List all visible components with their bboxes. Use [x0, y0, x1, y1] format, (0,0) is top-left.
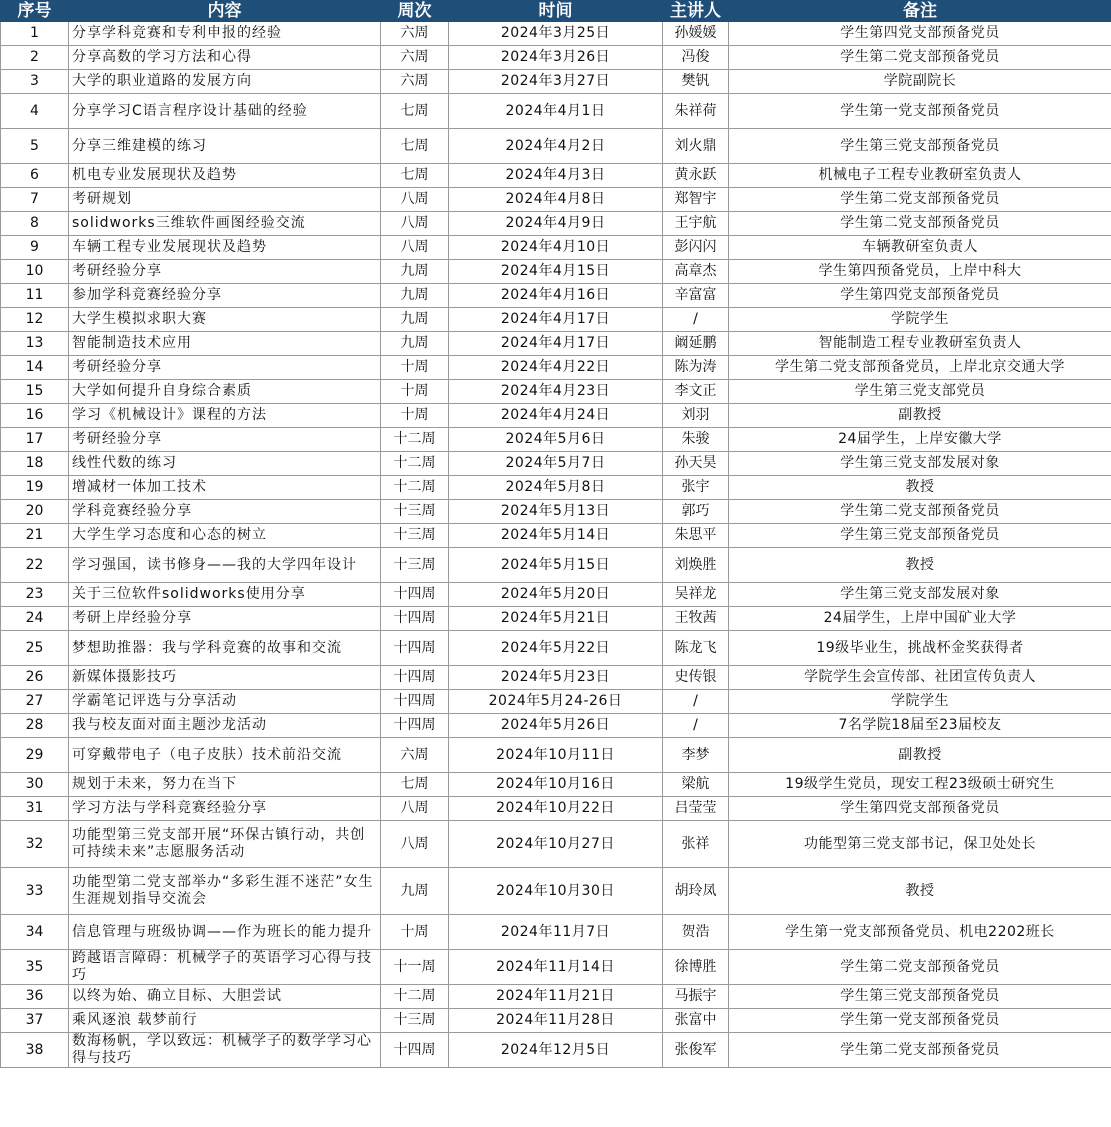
table-row: [1, 797, 1111, 821]
cell-content: 车辆工程专业发展现状及趋势: [69, 236, 381, 260]
table-row: [1, 308, 1111, 332]
cell-note: 车辆教研室负责人: [729, 236, 1111, 260]
cell-number: 19: [1, 476, 69, 500]
cell-date: 2024年4月23日: [449, 380, 663, 404]
cell-number: 26: [1, 666, 69, 690]
cell-number: 7: [1, 188, 69, 212]
cell-week: 十三周: [381, 524, 449, 548]
cell-date: 2024年4月1日: [449, 94, 663, 129]
cell-content: 考研经验分享: [69, 428, 381, 452]
table-row: [1, 404, 1111, 428]
cell-note: 学生第三党支部党员: [729, 380, 1111, 404]
cell-date: 2024年3月26日: [449, 46, 663, 70]
cell-content: 跨越语言障碍：机械学子的英语学习心得与技巧: [69, 950, 381, 985]
cell-speaker: 王牧茜: [663, 607, 729, 631]
table-row: [1, 284, 1111, 308]
table-row: [1, 773, 1111, 797]
cell-week: 十四周: [381, 583, 449, 607]
cell-number: 14: [1, 356, 69, 380]
cell-speaker: 李梦: [663, 738, 729, 773]
table-row: [1, 428, 1111, 452]
cell-speaker: 吴祥龙: [663, 583, 729, 607]
cell-content: 乘风逐浪 载梦前行: [69, 1009, 381, 1033]
cell-speaker: 贺浩: [663, 915, 729, 950]
cell-speaker: 朱骏: [663, 428, 729, 452]
cell-note: 学院副院长: [729, 70, 1111, 94]
cell-date: 2024年5月15日: [449, 548, 663, 583]
table-row: [1, 212, 1111, 236]
cell-date: 2024年4月16日: [449, 284, 663, 308]
table-row: [1, 236, 1111, 260]
cell-week: 九周: [381, 260, 449, 284]
cell-speaker: 史传银: [663, 666, 729, 690]
cell-speaker: 陈龙飞: [663, 631, 729, 666]
cell-week: 十四周: [381, 607, 449, 631]
cell-date: 2024年5月22日: [449, 631, 663, 666]
cell-number: 4: [1, 94, 69, 129]
header-week: 周次: [381, 1, 449, 22]
table-row: [1, 476, 1111, 500]
cell-date: 2024年4月8日: [449, 188, 663, 212]
cell-number: 11: [1, 284, 69, 308]
cell-speaker: 郭巧: [663, 500, 729, 524]
cell-note: 学生第三党支部发展对象: [729, 583, 1111, 607]
cell-note: 机械电子工程专业教研室负责人: [729, 164, 1111, 188]
cell-week: 十四周: [381, 666, 449, 690]
cell-content: 考研经验分享: [69, 260, 381, 284]
cell-speaker: /: [663, 308, 729, 332]
cell-note: 学生第二党支部预备党员，上岸北京交通大学: [729, 356, 1111, 380]
table-row: [1, 985, 1111, 1009]
cell-date: 2024年10月30日: [449, 868, 663, 915]
cell-note: 学生第一党支部预备党员: [729, 94, 1111, 129]
table-row: [1, 583, 1111, 607]
cell-content: 信息管理与班级协调——作为班长的能力提升: [69, 915, 381, 950]
table-row: [1, 915, 1111, 950]
cell-week: 七周: [381, 773, 449, 797]
table-row: [1, 548, 1111, 583]
cell-date: 2024年4月10日: [449, 236, 663, 260]
cell-number: 13: [1, 332, 69, 356]
cell-date: 2024年5月24-26日: [449, 690, 663, 714]
table-row: [1, 46, 1111, 70]
cell-number: 34: [1, 915, 69, 950]
cell-content: 新媒体摄影技巧: [69, 666, 381, 690]
header-date: 时间: [449, 1, 663, 22]
cell-content: 考研经验分享: [69, 356, 381, 380]
table-row: [1, 70, 1111, 94]
cell-date: 2024年5月21日: [449, 607, 663, 631]
cell-speaker: 孙天昊: [663, 452, 729, 476]
cell-week: 九周: [381, 308, 449, 332]
cell-number: 24: [1, 607, 69, 631]
cell-content: 大学如何提升自身综合素质: [69, 380, 381, 404]
header-note: 备注: [729, 1, 1111, 22]
cell-note: 19级学生党员，现安工程23级硕士研究生: [729, 773, 1111, 797]
table-row: [1, 260, 1111, 284]
table-row: [1, 94, 1111, 129]
cell-note: 24届学生，上岸安徽大学: [729, 428, 1111, 452]
cell-speaker: 黄永跃: [663, 164, 729, 188]
cell-week: 十三周: [381, 1009, 449, 1033]
cell-content: 大学生学习态度和心态的树立: [69, 524, 381, 548]
cell-content: 学习强国，读书修身——我的大学四年设计: [69, 548, 381, 583]
cell-week: 八周: [381, 797, 449, 821]
table-row: [1, 524, 1111, 548]
cell-date: 2024年11月7日: [449, 915, 663, 950]
cell-number: 25: [1, 631, 69, 666]
table-row: [1, 631, 1111, 666]
cell-week: 十三周: [381, 548, 449, 583]
table-row: [1, 607, 1111, 631]
cell-speaker: 张祥: [663, 821, 729, 868]
cell-content: 学霸笔记评选与分享活动: [69, 690, 381, 714]
cell-speaker: 郑智宇: [663, 188, 729, 212]
cell-week: 十四周: [381, 690, 449, 714]
cell-week: 十四周: [381, 714, 449, 738]
cell-date: 2024年12月5日: [449, 1033, 663, 1068]
cell-note: 学生第二党支部预备党员: [729, 188, 1111, 212]
cell-speaker: 高章杰: [663, 260, 729, 284]
cell-content: 功能型第三党支部开展“环保古镇行动，共创可持续未来”志愿服务活动: [69, 821, 381, 868]
cell-speaker: 刘火鼎: [663, 129, 729, 164]
cell-date: 2024年10月22日: [449, 797, 663, 821]
table-row: [1, 690, 1111, 714]
cell-week: 六周: [381, 70, 449, 94]
cell-content: 以终为始、确立目标、大胆尝试: [69, 985, 381, 1009]
cell-date: 2024年4月17日: [449, 332, 663, 356]
cell-content: solidworks三维软件画图经验交流: [69, 212, 381, 236]
cell-week: 六周: [381, 46, 449, 70]
cell-number: 35: [1, 950, 69, 985]
cell-week: 十周: [381, 915, 449, 950]
cell-week: 八周: [381, 188, 449, 212]
cell-speaker: 朱思平: [663, 524, 729, 548]
cell-number: 8: [1, 212, 69, 236]
cell-date: 2024年3月27日: [449, 70, 663, 94]
cell-number: 12: [1, 308, 69, 332]
cell-date: 2024年5月8日: [449, 476, 663, 500]
cell-speaker: 吕莹莹: [663, 797, 729, 821]
cell-content: 数海杨帆，学以致远：机械学子的数学学习心得与技巧: [69, 1033, 381, 1068]
cell-speaker: 彭闪闪: [663, 236, 729, 260]
cell-number: 27: [1, 690, 69, 714]
cell-speaker: 陈为涛: [663, 356, 729, 380]
cell-content: 梦想助推器：我与学科竞赛的故事和交流: [69, 631, 381, 666]
cell-week: 十周: [381, 380, 449, 404]
cell-speaker: 阚延鹏: [663, 332, 729, 356]
cell-content: 学习方法与学科竞赛经验分享: [69, 797, 381, 821]
cell-week: 十二周: [381, 428, 449, 452]
cell-date: 2024年5月13日: [449, 500, 663, 524]
cell-note: 学生第二党支部预备党员: [729, 1033, 1111, 1068]
cell-week: 八周: [381, 821, 449, 868]
table-row: [1, 666, 1111, 690]
table-row: [1, 821, 1111, 868]
cell-date: 2024年11月28日: [449, 1009, 663, 1033]
cell-week: 八周: [381, 212, 449, 236]
cell-speaker: 李文正: [663, 380, 729, 404]
cell-date: 2024年4月2日: [449, 129, 663, 164]
cell-date: 2024年5月20日: [449, 583, 663, 607]
cell-date: 2024年4月3日: [449, 164, 663, 188]
cell-content: 可穿戴带电子（电子皮肤）技术前沿交流: [69, 738, 381, 773]
cell-speaker: 张宇: [663, 476, 729, 500]
cell-date: 2024年5月26日: [449, 714, 663, 738]
table-row: [1, 1009, 1111, 1033]
header-row: [1, 1, 1111, 22]
cell-content: 分享三维建模的练习: [69, 129, 381, 164]
cell-number: 16: [1, 404, 69, 428]
table-row: [1, 1033, 1111, 1068]
cell-speaker: 马振宇: [663, 985, 729, 1009]
cell-number: 3: [1, 70, 69, 94]
cell-date: 2024年4月9日: [449, 212, 663, 236]
cell-note: 19级毕业生，挑战杯金奖获得者: [729, 631, 1111, 666]
cell-date: 2024年4月17日: [449, 308, 663, 332]
table-row: [1, 738, 1111, 773]
cell-number: 29: [1, 738, 69, 773]
cell-note: 学生第二党支部预备党员: [729, 500, 1111, 524]
cell-note: 24届学生，上岸中国矿业大学: [729, 607, 1111, 631]
cell-number: 31: [1, 797, 69, 821]
cell-number: 33: [1, 868, 69, 915]
cell-note: 7名学院18届至23届校友: [729, 714, 1111, 738]
cell-week: 十周: [381, 404, 449, 428]
cell-week: 十四周: [381, 631, 449, 666]
header-content: 内容: [69, 1, 381, 22]
cell-content: 智能制造技术应用: [69, 332, 381, 356]
cell-note: 功能型第三党支部书记，保卫处处长: [729, 821, 1111, 868]
cell-number: 20: [1, 500, 69, 524]
cell-note: 学生第四预备党员，上岸中科大: [729, 260, 1111, 284]
cell-speaker: 王宇航: [663, 212, 729, 236]
cell-speaker: 张俊军: [663, 1033, 729, 1068]
cell-number: 9: [1, 236, 69, 260]
cell-week: 十一周: [381, 950, 449, 985]
cell-week: 十二周: [381, 985, 449, 1009]
cell-number: 30: [1, 773, 69, 797]
cell-note: 副教授: [729, 404, 1111, 428]
cell-week: 六周: [381, 738, 449, 773]
cell-content: 大学生模拟求职大赛: [69, 308, 381, 332]
cell-speaker: 辛富富: [663, 284, 729, 308]
cell-number: 28: [1, 714, 69, 738]
cell-note: 智能制造工程专业教研室负责人: [729, 332, 1111, 356]
cell-number: 10: [1, 260, 69, 284]
cell-speaker: 朱祥荷: [663, 94, 729, 129]
header-speaker: 主讲人: [663, 1, 729, 22]
cell-date: 2024年10月16日: [449, 773, 663, 797]
cell-content: 功能型第二党支部举办“多彩生涯不迷茫”女生生涯规划指导交流会: [69, 868, 381, 915]
cell-note: 学生第二党支部预备党员: [729, 950, 1111, 985]
table-row: [1, 380, 1111, 404]
cell-date: 2024年3月25日: [449, 22, 663, 46]
cell-number: 18: [1, 452, 69, 476]
table-row: [1, 164, 1111, 188]
table-row: [1, 500, 1111, 524]
cell-note: 学生第二党支部预备党员: [729, 46, 1111, 70]
cell-note: 学院学生: [729, 690, 1111, 714]
cell-number: 21: [1, 524, 69, 548]
table-row: [1, 356, 1111, 380]
cell-content: 关于三位软件solidworks使用分享: [69, 583, 381, 607]
cell-week: 七周: [381, 164, 449, 188]
cell-number: 22: [1, 548, 69, 583]
cell-speaker: /: [663, 690, 729, 714]
cell-number: 23: [1, 583, 69, 607]
cell-note: 学生第四党支部预备党员: [729, 797, 1111, 821]
cell-speaker: 胡玲凤: [663, 868, 729, 915]
cell-note: 教授: [729, 548, 1111, 583]
table-row: [1, 868, 1111, 915]
cell-note: 学生第三党支部预备党员: [729, 129, 1111, 164]
cell-content: 考研规划: [69, 188, 381, 212]
cell-date: 2024年5月6日: [449, 428, 663, 452]
cell-note: 学生第一党支部预备党员、机电2202班长: [729, 915, 1111, 950]
cell-week: 十四周: [381, 1033, 449, 1068]
cell-week: 十周: [381, 356, 449, 380]
cell-date: 2024年5月7日: [449, 452, 663, 476]
table-row: [1, 188, 1111, 212]
cell-speaker: /: [663, 714, 729, 738]
cell-note: 学院学生会宣传部、社团宣传负责人: [729, 666, 1111, 690]
table-body: [1, 22, 1111, 1068]
cell-number: 15: [1, 380, 69, 404]
header-number: 序号: [1, 1, 69, 22]
cell-date: 2024年4月22日: [449, 356, 663, 380]
cell-note: 学生第四党支部预备党员: [729, 284, 1111, 308]
cell-number: 17: [1, 428, 69, 452]
cell-note: 教授: [729, 868, 1111, 915]
cell-speaker: 张富中: [663, 1009, 729, 1033]
cell-week: 八周: [381, 236, 449, 260]
cell-date: 2024年11月14日: [449, 950, 663, 985]
cell-content: 学科竞赛经验分享: [69, 500, 381, 524]
cell-number: 5: [1, 129, 69, 164]
cell-content: 规划于未来，努力在当下: [69, 773, 381, 797]
cell-date: 2024年5月14日: [449, 524, 663, 548]
cell-date: 2024年4月15日: [449, 260, 663, 284]
cell-speaker: 刘羽: [663, 404, 729, 428]
cell-week: 七周: [381, 94, 449, 129]
cell-content: 机电专业发展现状及趋势: [69, 164, 381, 188]
cell-note: 学院学生: [729, 308, 1111, 332]
cell-note: 学生第四党支部预备党员: [729, 22, 1111, 46]
cell-note: 学生第三党支部预备党员: [729, 524, 1111, 548]
cell-week: 六周: [381, 22, 449, 46]
cell-note: 学生第二党支部预备党员: [729, 212, 1111, 236]
cell-note: 副教授: [729, 738, 1111, 773]
table-row: [1, 452, 1111, 476]
cell-speaker: 刘焕胜: [663, 548, 729, 583]
cell-week: 十三周: [381, 500, 449, 524]
cell-week: 九周: [381, 332, 449, 356]
cell-date: 2024年11月21日: [449, 985, 663, 1009]
cell-number: 2: [1, 46, 69, 70]
cell-number: 36: [1, 985, 69, 1009]
table-row: [1, 332, 1111, 356]
cell-content: 参加学科竞赛经验分享: [69, 284, 381, 308]
cell-content: 学习《机械设计》课程的方法: [69, 404, 381, 428]
cell-content: 分享学科竞赛和专利申报的经验: [69, 22, 381, 46]
cell-number: 6: [1, 164, 69, 188]
cell-date: 2024年5月23日: [449, 666, 663, 690]
cell-content: 大学的职业道路的发展方向: [69, 70, 381, 94]
cell-content: 分享学习C语言程序设计基础的经验: [69, 94, 381, 129]
cell-week: 七周: [381, 129, 449, 164]
cell-note: 学生第一党支部预备党员: [729, 1009, 1111, 1033]
cell-speaker: 徐博胜: [663, 950, 729, 985]
cell-number: 32: [1, 821, 69, 868]
cell-content: 增减材一体加工技术: [69, 476, 381, 500]
cell-speaker: 樊钒: [663, 70, 729, 94]
cell-date: 2024年10月27日: [449, 821, 663, 868]
cell-note: 教授: [729, 476, 1111, 500]
cell-content: 分享高数的学习方法和心得: [69, 46, 381, 70]
cell-content: 线性代数的练习: [69, 452, 381, 476]
cell-note: 学生第三党支部发展对象: [729, 452, 1111, 476]
cell-week: 九周: [381, 868, 449, 915]
cell-number: 38: [1, 1033, 69, 1068]
cell-speaker: 梁航: [663, 773, 729, 797]
cell-week: 十二周: [381, 452, 449, 476]
cell-speaker: 冯俊: [663, 46, 729, 70]
cell-date: 2024年10月11日: [449, 738, 663, 773]
cell-note: 学生第三党支部预备党员: [729, 985, 1111, 1009]
cell-content: 我与校友面对面主题沙龙活动: [69, 714, 381, 738]
table-row: [1, 129, 1111, 164]
cell-content: 考研上岸经验分享: [69, 607, 381, 631]
table-row: [1, 950, 1111, 985]
cell-week: 十二周: [381, 476, 449, 500]
cell-speaker: 孙媛媛: [663, 22, 729, 46]
cell-date: 2024年4月24日: [449, 404, 663, 428]
table-row: [1, 714, 1111, 738]
cell-week: 九周: [381, 284, 449, 308]
cell-number: 1: [1, 22, 69, 46]
table-row: [1, 22, 1111, 46]
cell-number: 37: [1, 1009, 69, 1033]
